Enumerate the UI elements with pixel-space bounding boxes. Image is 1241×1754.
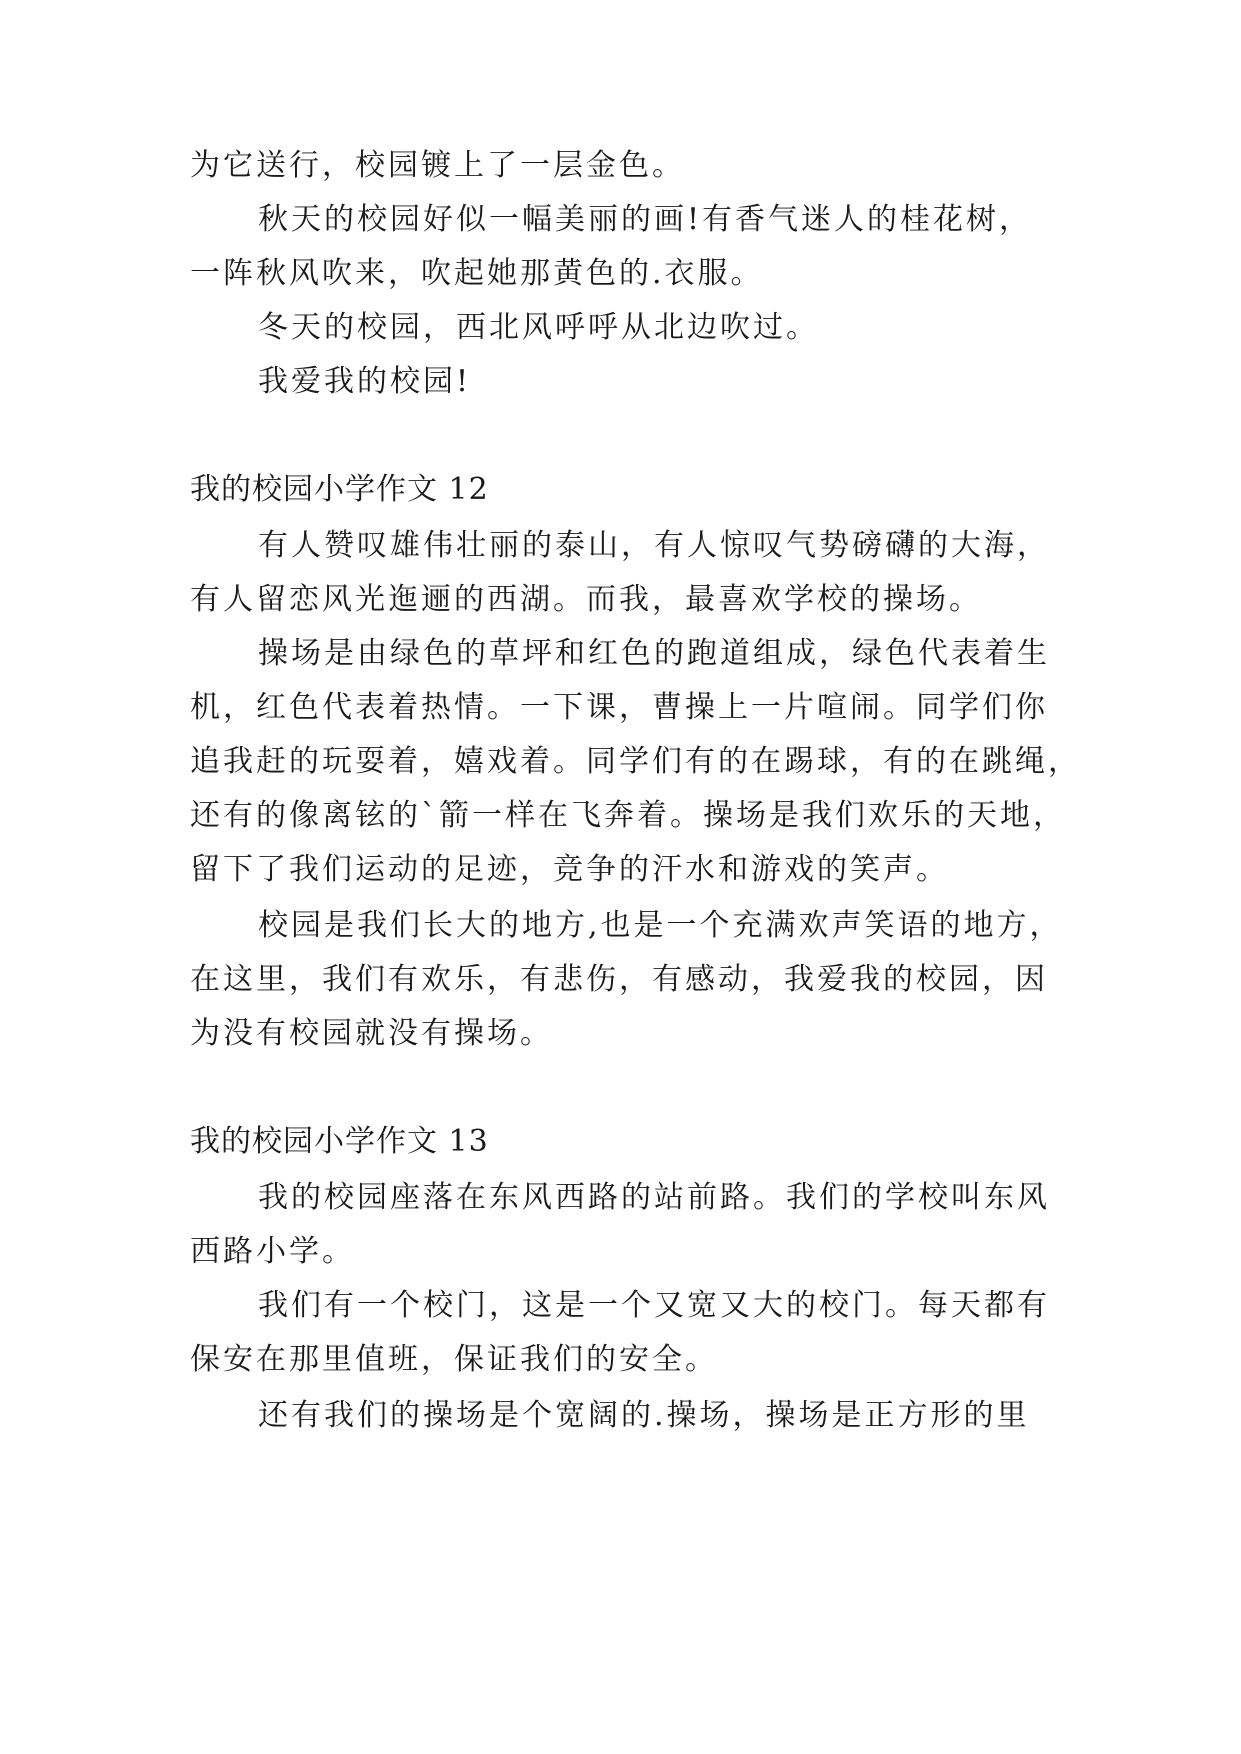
essay-13-title: 我的校园小学作文 13 bbox=[190, 1124, 489, 1159]
paragraph-line: 机，红色代表着热情。一下课，曹操上一片喧闹。同学们你 bbox=[190, 690, 1048, 725]
paragraph-line: 我们有一个校门，这是一个又宽又大的校门。每天都有 bbox=[258, 1288, 1050, 1323]
paragraph-line: 操场是由绿色的草坪和红色的跑道组成，绿色代表着生 bbox=[258, 636, 1050, 671]
paragraph-line: 为没有校园就没有操场。 bbox=[190, 1016, 553, 1051]
paragraph-line: 追我赶的玩耍着，嬉戏着。同学们有的在踢球，有的在跳绳， bbox=[190, 744, 1081, 779]
paragraph-line: 还有我们的操场是个宽阔的.操场，操场是正方形的里 bbox=[258, 1398, 1030, 1433]
paragraph-line: 在这里，我们有欢乐，有悲伤，有感动，我爱我的校园，因 bbox=[190, 962, 1048, 997]
paragraph-line: 我爱我的校园! bbox=[258, 364, 472, 399]
paragraph-line: 校园是我们长大的地方,也是一个充满欢声笑语的地方， bbox=[258, 908, 1063, 943]
paragraph-line: 秋天的校园好似一幅美丽的画!有香气迷人的桂花树， bbox=[258, 202, 1033, 237]
paragraph-line: 有人留恋风光迤逦的西湖。而我，最喜欢学校的操场。 bbox=[190, 582, 982, 617]
paragraph-line: 为它送行，校园镀上了一层金色。 bbox=[190, 148, 685, 183]
paragraph-line: 一阵秋风吹来，吹起她那黄色的.衣服。 bbox=[190, 256, 764, 291]
paragraph-line: 还有的像离铉的`箭一样在飞奔着。操场是我们欢乐的天地， bbox=[190, 798, 1066, 833]
paragraph-line: 冬天的校园，西北风呼呼从北边吹过。 bbox=[258, 310, 819, 345]
paragraph-line: 有人赞叹雄伟壮丽的泰山，有人惊叹气势磅礴的大海， bbox=[258, 528, 1050, 563]
essay-12-title: 我的校园小学作文 12 bbox=[190, 472, 489, 507]
paragraph-line: 我的校园座落在东风西路的站前路。我们的学校叫东风 bbox=[258, 1180, 1050, 1215]
paragraph-line: 保安在那里值班，保证我们的安全。 bbox=[190, 1342, 718, 1377]
paragraph-line: 西路小学。 bbox=[190, 1234, 355, 1269]
paragraph-line: 留下了我们运动的足迹，竞争的汗水和游戏的笑声。 bbox=[190, 852, 949, 887]
